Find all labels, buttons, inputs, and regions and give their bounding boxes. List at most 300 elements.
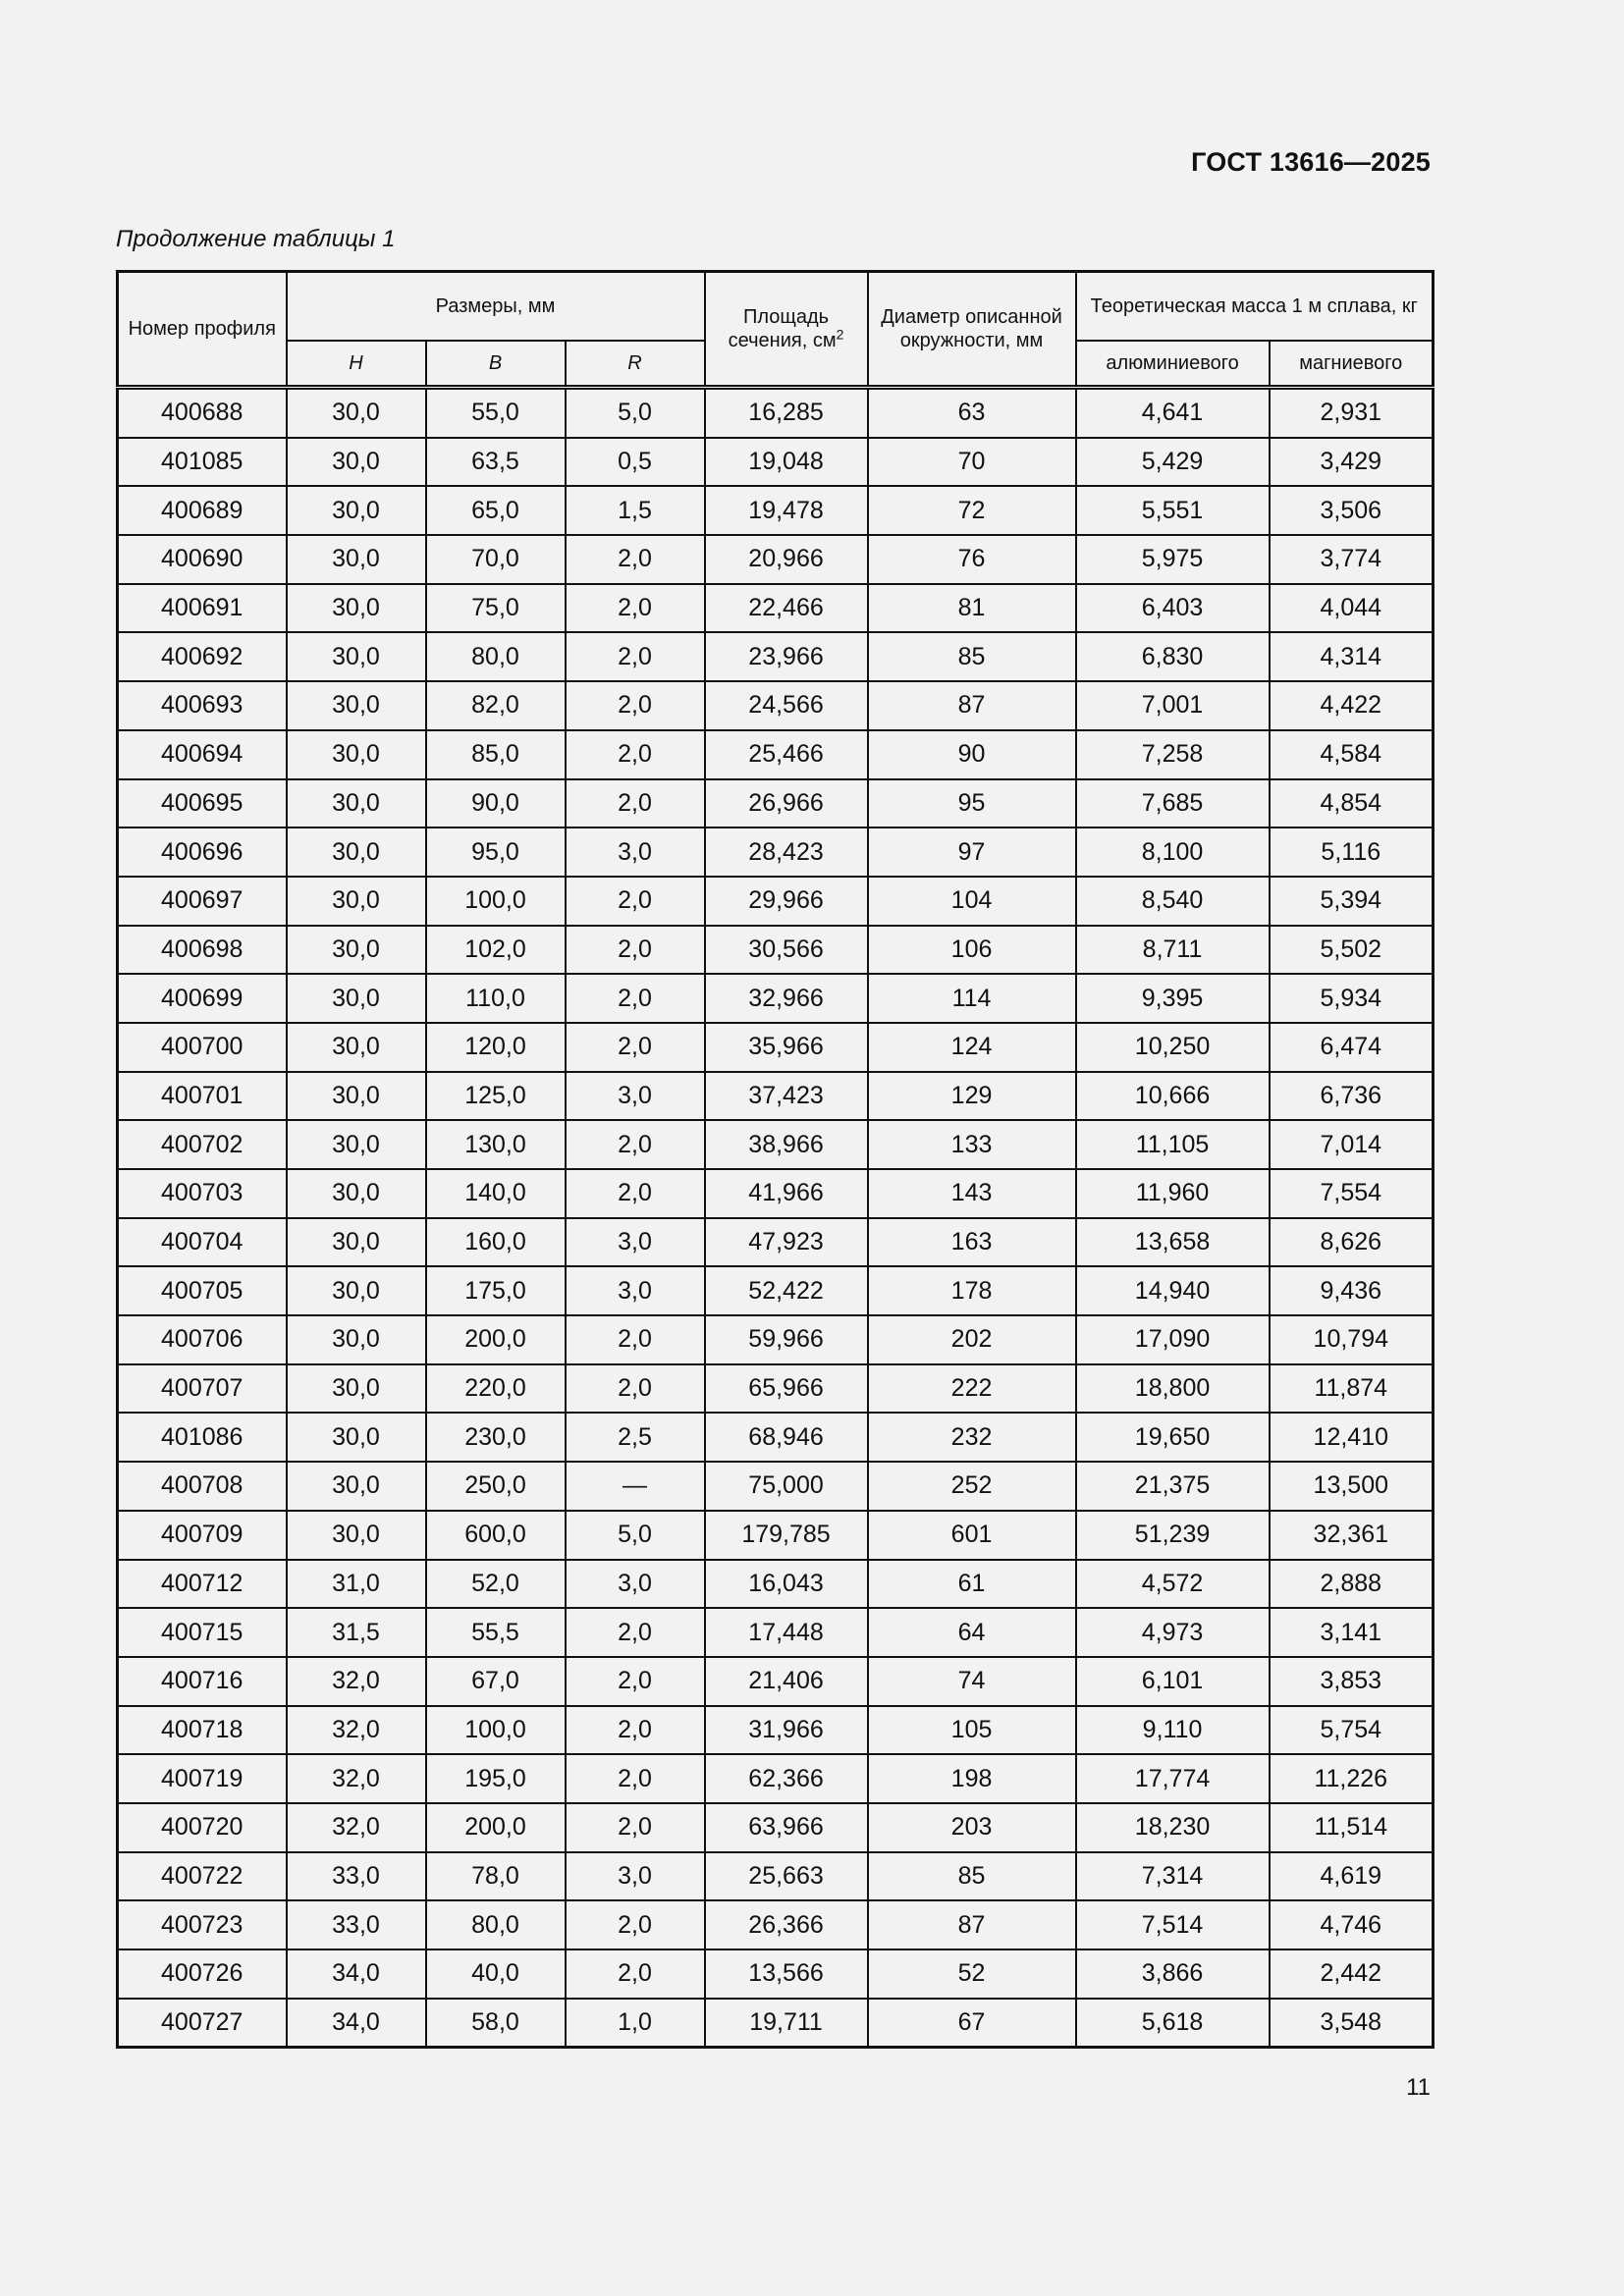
cell-b: 250,0 bbox=[426, 1462, 566, 1511]
cell-h: 30,0 bbox=[287, 1266, 426, 1315]
cell-h: 30,0 bbox=[287, 1462, 426, 1511]
cell-diameter: 114 bbox=[868, 974, 1076, 1023]
header-r: R bbox=[566, 341, 705, 388]
cell-profile-number: 400705 bbox=[118, 1266, 287, 1315]
cell-mass-magnesium: 5,502 bbox=[1270, 926, 1434, 975]
cell-b: 220,0 bbox=[426, 1364, 566, 1414]
cell-b: 195,0 bbox=[426, 1754, 566, 1803]
cell-area: 63,966 bbox=[705, 1803, 868, 1852]
cell-mass-magnesium: 4,314 bbox=[1270, 632, 1434, 681]
cell-profile-number: 400720 bbox=[118, 1803, 287, 1852]
cell-h: 30,0 bbox=[287, 486, 426, 535]
cell-b: 80,0 bbox=[426, 1900, 566, 1949]
table-row bbox=[118, 1608, 1434, 1657]
cell-mass-magnesium: 3,506 bbox=[1270, 486, 1434, 535]
header-magnesium: магниевого bbox=[1270, 341, 1434, 388]
cell-mass-aluminum: 5,429 bbox=[1076, 438, 1270, 487]
cell-area: 59,966 bbox=[705, 1315, 868, 1364]
cell-profile-number: 400696 bbox=[118, 828, 287, 877]
cell-diameter: 124 bbox=[868, 1023, 1076, 1072]
cell-mass-magnesium: 5,394 bbox=[1270, 877, 1434, 926]
cell-r: 2,0 bbox=[566, 1364, 705, 1414]
cell-diameter: 178 bbox=[868, 1266, 1076, 1315]
cell-profile-number: 400694 bbox=[118, 730, 287, 779]
cell-mass-magnesium: 4,854 bbox=[1270, 779, 1434, 828]
cell-mass-aluminum: 13,658 bbox=[1076, 1218, 1270, 1267]
cell-area: 28,423 bbox=[705, 828, 868, 877]
table-row bbox=[118, 1706, 1434, 1755]
cell-profile-number: 400695 bbox=[118, 779, 287, 828]
table-row bbox=[118, 1364, 1434, 1414]
cell-r: 2,0 bbox=[566, 1023, 705, 1072]
cell-h: 30,0 bbox=[287, 1218, 426, 1267]
cell-b: 175,0 bbox=[426, 1266, 566, 1315]
cell-mass-aluminum: 18,230 bbox=[1076, 1803, 1270, 1852]
cell-mass-aluminum: 19,650 bbox=[1076, 1413, 1270, 1462]
cell-diameter: 70 bbox=[868, 438, 1076, 487]
table-row bbox=[118, 1169, 1434, 1218]
cell-mass-magnesium: 4,619 bbox=[1270, 1852, 1434, 1901]
cell-b: 130,0 bbox=[426, 1120, 566, 1169]
cell-profile-number: 400709 bbox=[118, 1511, 287, 1560]
cell-mass-aluminum: 5,618 bbox=[1076, 1999, 1270, 2048]
page-number: 11 bbox=[1406, 2074, 1431, 2101]
cell-b: 600,0 bbox=[426, 1511, 566, 1560]
cell-area: 62,366 bbox=[705, 1754, 868, 1803]
profiles-table bbox=[116, 270, 1435, 2049]
cell-b: 75,0 bbox=[426, 584, 566, 633]
cell-b: 67,0 bbox=[426, 1657, 566, 1706]
cell-profile-number: 400719 bbox=[118, 1754, 287, 1803]
cell-profile-number: 400698 bbox=[118, 926, 287, 975]
cell-b: 70,0 bbox=[426, 535, 566, 584]
cell-r: 2,0 bbox=[566, 1754, 705, 1803]
cell-mass-magnesium: 3,853 bbox=[1270, 1657, 1434, 1706]
cell-r: 2,0 bbox=[566, 974, 705, 1023]
cell-h: 31,5 bbox=[287, 1608, 426, 1657]
cell-profile-number: 401086 bbox=[118, 1413, 287, 1462]
cell-diameter: 105 bbox=[868, 1706, 1076, 1755]
cell-r: 2,0 bbox=[566, 1706, 705, 1755]
cell-area: 17,448 bbox=[705, 1608, 868, 1657]
cell-area: 16,043 bbox=[705, 1560, 868, 1609]
cell-area: 65,966 bbox=[705, 1364, 868, 1414]
cell-area: 24,566 bbox=[705, 681, 868, 730]
cell-diameter: 61 bbox=[868, 1560, 1076, 1609]
cell-h: 30,0 bbox=[287, 535, 426, 584]
cell-h: 30,0 bbox=[287, 730, 426, 779]
cell-profile-number: 400697 bbox=[118, 877, 287, 926]
cell-area: 75,000 bbox=[705, 1462, 868, 1511]
cell-b: 55,0 bbox=[426, 388, 566, 438]
cell-mass-aluminum: 17,774 bbox=[1076, 1754, 1270, 1803]
cell-mass-magnesium: 10,794 bbox=[1270, 1315, 1434, 1364]
header-area-superscript: 2 bbox=[836, 326, 844, 343]
cell-mass-magnesium: 5,754 bbox=[1270, 1706, 1434, 1755]
cell-mass-magnesium: 32,361 bbox=[1270, 1511, 1434, 1560]
cell-area: 38,966 bbox=[705, 1120, 868, 1169]
cell-diameter: 106 bbox=[868, 926, 1076, 975]
cell-r: 2,0 bbox=[566, 1120, 705, 1169]
cell-r: 3,0 bbox=[566, 828, 705, 877]
cell-area: 31,966 bbox=[705, 1706, 868, 1755]
table-caption: Продолжение таблицы 1 bbox=[116, 226, 396, 252]
cell-mass-aluminum: 5,551 bbox=[1076, 486, 1270, 535]
table-row bbox=[118, 1072, 1434, 1121]
cell-mass-aluminum: 51,239 bbox=[1076, 1511, 1270, 1560]
header-b: B bbox=[426, 341, 566, 388]
cell-mass-aluminum: 4,641 bbox=[1076, 388, 1270, 438]
cell-diameter: 133 bbox=[868, 1120, 1076, 1169]
cell-diameter: 601 bbox=[868, 1511, 1076, 1560]
table-body bbox=[118, 388, 1434, 2048]
cell-b: 65,0 bbox=[426, 486, 566, 535]
cell-b: 160,0 bbox=[426, 1218, 566, 1267]
cell-b: 58,0 bbox=[426, 1999, 566, 2048]
header-dimensions: Размеры, мм bbox=[287, 272, 705, 342]
cell-b: 55,5 bbox=[426, 1608, 566, 1657]
cell-h: 30,0 bbox=[287, 1364, 426, 1414]
cell-r: 2,0 bbox=[566, 1900, 705, 1949]
cell-mass-magnesium: 3,548 bbox=[1270, 1999, 1434, 2048]
table-row bbox=[118, 1999, 1434, 2048]
cell-diameter: 232 bbox=[868, 1413, 1076, 1462]
cell-profile-number: 400689 bbox=[118, 486, 287, 535]
table-row bbox=[118, 681, 1434, 730]
cell-diameter: 67 bbox=[868, 1999, 1076, 2048]
cell-b: 40,0 bbox=[426, 1949, 566, 1999]
cell-diameter: 198 bbox=[868, 1754, 1076, 1803]
cell-profile-number: 400702 bbox=[118, 1120, 287, 1169]
table-row bbox=[118, 1315, 1434, 1364]
cell-mass-aluminum: 8,100 bbox=[1076, 828, 1270, 877]
cell-h: 30,0 bbox=[287, 632, 426, 681]
cell-mass-aluminum: 7,001 bbox=[1076, 681, 1270, 730]
cell-h: 32,0 bbox=[287, 1803, 426, 1852]
cell-area: 20,966 bbox=[705, 535, 868, 584]
cell-area: 25,466 bbox=[705, 730, 868, 779]
table-row bbox=[118, 535, 1434, 584]
table-row bbox=[118, 1266, 1434, 1315]
cell-b: 85,0 bbox=[426, 730, 566, 779]
table-row bbox=[118, 779, 1434, 828]
cell-mass-magnesium: 2,442 bbox=[1270, 1949, 1434, 1999]
cell-h: 31,0 bbox=[287, 1560, 426, 1609]
cell-mass-aluminum: 7,258 bbox=[1076, 730, 1270, 779]
cell-h: 30,0 bbox=[287, 974, 426, 1023]
table-row bbox=[118, 828, 1434, 877]
cell-profile-number: 400708 bbox=[118, 1462, 287, 1511]
cell-h: 30,0 bbox=[287, 1023, 426, 1072]
cell-profile-number: 400712 bbox=[118, 1560, 287, 1609]
cell-diameter: 87 bbox=[868, 1900, 1076, 1949]
cell-area: 35,966 bbox=[705, 1023, 868, 1072]
cell-b: 230,0 bbox=[426, 1413, 566, 1462]
cell-area: 68,946 bbox=[705, 1413, 868, 1462]
cell-mass-magnesium: 6,474 bbox=[1270, 1023, 1434, 1072]
cell-mass-aluminum: 10,250 bbox=[1076, 1023, 1270, 1072]
cell-mass-magnesium: 13,500 bbox=[1270, 1462, 1434, 1511]
table-row bbox=[118, 974, 1434, 1023]
cell-diameter: 85 bbox=[868, 1852, 1076, 1901]
table-row bbox=[118, 1852, 1434, 1901]
cell-diameter: 129 bbox=[868, 1072, 1076, 1121]
cell-profile-number: 400727 bbox=[118, 1999, 287, 2048]
cell-mass-magnesium: 2,888 bbox=[1270, 1560, 1434, 1609]
cell-diameter: 52 bbox=[868, 1949, 1076, 1999]
cell-mass-aluminum: 10,666 bbox=[1076, 1072, 1270, 1121]
cell-diameter: 97 bbox=[868, 828, 1076, 877]
cell-mass-aluminum: 5,975 bbox=[1076, 535, 1270, 584]
cell-mass-aluminum: 6,101 bbox=[1076, 1657, 1270, 1706]
cell-b: 78,0 bbox=[426, 1852, 566, 1901]
table-row bbox=[118, 1120, 1434, 1169]
cell-diameter: 63 bbox=[868, 388, 1076, 438]
cell-r: 2,0 bbox=[566, 779, 705, 828]
cell-r: 2,0 bbox=[566, 926, 705, 975]
cell-mass-aluminum: 9,395 bbox=[1076, 974, 1270, 1023]
header-h: H bbox=[287, 341, 426, 388]
table-row bbox=[118, 1657, 1434, 1706]
cell-b: 200,0 bbox=[426, 1315, 566, 1364]
cell-h: 32,0 bbox=[287, 1754, 426, 1803]
cell-area: 52,422 bbox=[705, 1266, 868, 1315]
cell-diameter: 252 bbox=[868, 1462, 1076, 1511]
cell-area: 19,478 bbox=[705, 486, 868, 535]
cell-h: 34,0 bbox=[287, 1999, 426, 2048]
cell-r: 2,0 bbox=[566, 632, 705, 681]
cell-r: 2,5 bbox=[566, 1413, 705, 1462]
cell-r: 3,0 bbox=[566, 1072, 705, 1121]
cell-profile-number: 400692 bbox=[118, 632, 287, 681]
cell-b: 90,0 bbox=[426, 779, 566, 828]
table-row bbox=[118, 438, 1434, 487]
cell-diameter: 222 bbox=[868, 1364, 1076, 1414]
cell-mass-magnesium: 12,410 bbox=[1270, 1413, 1434, 1462]
cell-profile-number: 400726 bbox=[118, 1949, 287, 1999]
table-row bbox=[118, 1511, 1434, 1560]
cell-r: 3,0 bbox=[566, 1560, 705, 1609]
header-aluminum: алюминиевого bbox=[1076, 341, 1270, 388]
cell-profile-number: 400690 bbox=[118, 535, 287, 584]
table-row bbox=[118, 1218, 1434, 1267]
cell-r: 3,0 bbox=[566, 1266, 705, 1315]
cell-b: 63,5 bbox=[426, 438, 566, 487]
cell-h: 30,0 bbox=[287, 779, 426, 828]
cell-mass-magnesium: 4,044 bbox=[1270, 584, 1434, 633]
cell-h: 30,0 bbox=[287, 1315, 426, 1364]
cell-h: 30,0 bbox=[287, 1169, 426, 1218]
cell-h: 30,0 bbox=[287, 388, 426, 438]
cell-profile-number: 400706 bbox=[118, 1315, 287, 1364]
cell-mass-magnesium: 3,774 bbox=[1270, 535, 1434, 584]
table-row bbox=[118, 1900, 1434, 1949]
cell-mass-magnesium: 8,626 bbox=[1270, 1218, 1434, 1267]
cell-area: 21,406 bbox=[705, 1657, 868, 1706]
cell-mass-aluminum: 7,685 bbox=[1076, 779, 1270, 828]
cell-h: 30,0 bbox=[287, 828, 426, 877]
cell-diameter: 81 bbox=[868, 584, 1076, 633]
cell-area: 41,966 bbox=[705, 1169, 868, 1218]
cell-area: 16,285 bbox=[705, 388, 868, 438]
cell-profile-number: 400700 bbox=[118, 1023, 287, 1072]
cell-area: 30,566 bbox=[705, 926, 868, 975]
cell-h: 34,0 bbox=[287, 1949, 426, 1999]
cell-b: 52,0 bbox=[426, 1560, 566, 1609]
cell-h: 30,0 bbox=[287, 584, 426, 633]
cell-h: 30,0 bbox=[287, 438, 426, 487]
cell-mass-magnesium: 6,736 bbox=[1270, 1072, 1434, 1121]
cell-mass-magnesium: 11,514 bbox=[1270, 1803, 1434, 1852]
cell-r: 2,0 bbox=[566, 1315, 705, 1364]
cell-b: 120,0 bbox=[426, 1023, 566, 1072]
cell-h: 30,0 bbox=[287, 1072, 426, 1121]
cell-profile-number: 400723 bbox=[118, 1900, 287, 1949]
cell-mass-magnesium: 5,934 bbox=[1270, 974, 1434, 1023]
table-row bbox=[118, 632, 1434, 681]
cell-profile-number: 400722 bbox=[118, 1852, 287, 1901]
table-row bbox=[118, 877, 1434, 926]
cell-mass-aluminum: 7,514 bbox=[1076, 1900, 1270, 1949]
cell-r: 2,0 bbox=[566, 681, 705, 730]
table-row bbox=[118, 1462, 1434, 1511]
cell-r: 2,0 bbox=[566, 877, 705, 926]
cell-h: 30,0 bbox=[287, 1511, 426, 1560]
cell-profile-number: 400704 bbox=[118, 1218, 287, 1267]
cell-r: 2,0 bbox=[566, 1949, 705, 1999]
cell-h: 33,0 bbox=[287, 1900, 426, 1949]
cell-area: 13,566 bbox=[705, 1949, 868, 1999]
cell-area: 179,785 bbox=[705, 1511, 868, 1560]
cell-diameter: 104 bbox=[868, 877, 1076, 926]
cell-mass-aluminum: 6,403 bbox=[1076, 584, 1270, 633]
cell-r: 1,5 bbox=[566, 486, 705, 535]
header-area-label: Площадь сечения, см bbox=[728, 306, 837, 351]
cell-mass-aluminum: 18,800 bbox=[1076, 1364, 1270, 1414]
cell-b: 82,0 bbox=[426, 681, 566, 730]
cell-h: 30,0 bbox=[287, 1413, 426, 1462]
cell-area: 25,663 bbox=[705, 1852, 868, 1901]
cell-mass-aluminum: 21,375 bbox=[1076, 1462, 1270, 1511]
cell-diameter: 85 bbox=[868, 632, 1076, 681]
cell-profile-number: 400701 bbox=[118, 1072, 287, 1121]
cell-r: 5,0 bbox=[566, 1511, 705, 1560]
header-area bbox=[705, 272, 868, 388]
cell-b: 80,0 bbox=[426, 632, 566, 681]
cell-r: — bbox=[566, 1462, 705, 1511]
cell-area: 22,466 bbox=[705, 584, 868, 633]
cell-h: 30,0 bbox=[287, 681, 426, 730]
cell-area: 26,366 bbox=[705, 1900, 868, 1949]
cell-mass-aluminum: 9,110 bbox=[1076, 1706, 1270, 1755]
cell-profile-number: 400707 bbox=[118, 1364, 287, 1414]
cell-diameter: 203 bbox=[868, 1803, 1076, 1852]
cell-r: 2,0 bbox=[566, 584, 705, 633]
cell-mass-aluminum: 8,711 bbox=[1076, 926, 1270, 975]
cell-mass-magnesium: 5,116 bbox=[1270, 828, 1434, 877]
table-row bbox=[118, 584, 1434, 633]
table-row bbox=[118, 730, 1434, 779]
cell-mass-aluminum: 3,866 bbox=[1076, 1949, 1270, 1999]
cell-mass-magnesium: 11,226 bbox=[1270, 1754, 1434, 1803]
cell-r: 0,5 bbox=[566, 438, 705, 487]
cell-mass-aluminum: 11,105 bbox=[1076, 1120, 1270, 1169]
cell-area: 32,966 bbox=[705, 974, 868, 1023]
cell-mass-magnesium: 3,141 bbox=[1270, 1608, 1434, 1657]
cell-mass-magnesium: 4,422 bbox=[1270, 681, 1434, 730]
cell-mass-magnesium: 4,584 bbox=[1270, 730, 1434, 779]
cell-profile-number: 400718 bbox=[118, 1706, 287, 1755]
cell-profile-number: 400716 bbox=[118, 1657, 287, 1706]
cell-r: 2,0 bbox=[566, 1169, 705, 1218]
cell-diameter: 202 bbox=[868, 1315, 1076, 1364]
cell-mass-magnesium: 3,429 bbox=[1270, 438, 1434, 487]
cell-profile-number: 400703 bbox=[118, 1169, 287, 1218]
cell-h: 33,0 bbox=[287, 1852, 426, 1901]
table-row bbox=[118, 486, 1434, 535]
cell-h: 32,0 bbox=[287, 1657, 426, 1706]
header-profile-number: Номер профиля bbox=[118, 272, 287, 388]
cell-b: 95,0 bbox=[426, 828, 566, 877]
header-theoretical-mass: Теоретическая масса 1 м сплава, кг bbox=[1076, 272, 1434, 342]
cell-mass-magnesium: 11,874 bbox=[1270, 1364, 1434, 1414]
cell-mass-aluminum: 6,830 bbox=[1076, 632, 1270, 681]
cell-mass-aluminum: 4,973 bbox=[1076, 1608, 1270, 1657]
cell-mass-magnesium: 2,931 bbox=[1270, 388, 1434, 438]
cell-h: 30,0 bbox=[287, 1120, 426, 1169]
cell-mass-magnesium: 9,436 bbox=[1270, 1266, 1434, 1315]
cell-r: 5,0 bbox=[566, 388, 705, 438]
table-row bbox=[118, 1413, 1434, 1462]
cell-diameter: 74 bbox=[868, 1657, 1076, 1706]
table-row bbox=[118, 1023, 1434, 1072]
cell-mass-aluminum: 4,572 bbox=[1076, 1560, 1270, 1609]
cell-diameter: 87 bbox=[868, 681, 1076, 730]
cell-r: 1,0 bbox=[566, 1999, 705, 2048]
cell-r: 2,0 bbox=[566, 1608, 705, 1657]
cell-diameter: 143 bbox=[868, 1169, 1076, 1218]
cell-b: 125,0 bbox=[426, 1072, 566, 1121]
cell-diameter: 72 bbox=[868, 486, 1076, 535]
cell-mass-magnesium: 7,554 bbox=[1270, 1169, 1434, 1218]
cell-mass-aluminum: 14,940 bbox=[1076, 1266, 1270, 1315]
cell-r: 3,0 bbox=[566, 1852, 705, 1901]
cell-b: 110,0 bbox=[426, 974, 566, 1023]
cell-area: 23,966 bbox=[705, 632, 868, 681]
cell-diameter: 64 bbox=[868, 1608, 1076, 1657]
cell-r: 2,0 bbox=[566, 1803, 705, 1852]
cell-mass-magnesium: 7,014 bbox=[1270, 1120, 1434, 1169]
table-row bbox=[118, 1949, 1434, 1999]
document-code: ГОСТ 13616—2025 bbox=[1191, 147, 1431, 177]
cell-r: 2,0 bbox=[566, 1657, 705, 1706]
cell-profile-number: 400715 bbox=[118, 1608, 287, 1657]
cell-area: 29,966 bbox=[705, 877, 868, 926]
cell-h: 30,0 bbox=[287, 926, 426, 975]
cell-profile-number: 400699 bbox=[118, 974, 287, 1023]
cell-profile-number: 400691 bbox=[118, 584, 287, 633]
cell-b: 200,0 bbox=[426, 1803, 566, 1852]
table-row bbox=[118, 388, 1434, 438]
cell-area: 47,923 bbox=[705, 1218, 868, 1267]
cell-b: 100,0 bbox=[426, 1706, 566, 1755]
cell-mass-magnesium: 4,746 bbox=[1270, 1900, 1434, 1949]
cell-diameter: 163 bbox=[868, 1218, 1076, 1267]
cell-diameter: 90 bbox=[868, 730, 1076, 779]
cell-mass-aluminum: 8,540 bbox=[1076, 877, 1270, 926]
cell-b: 102,0 bbox=[426, 926, 566, 975]
table-row bbox=[118, 926, 1434, 975]
